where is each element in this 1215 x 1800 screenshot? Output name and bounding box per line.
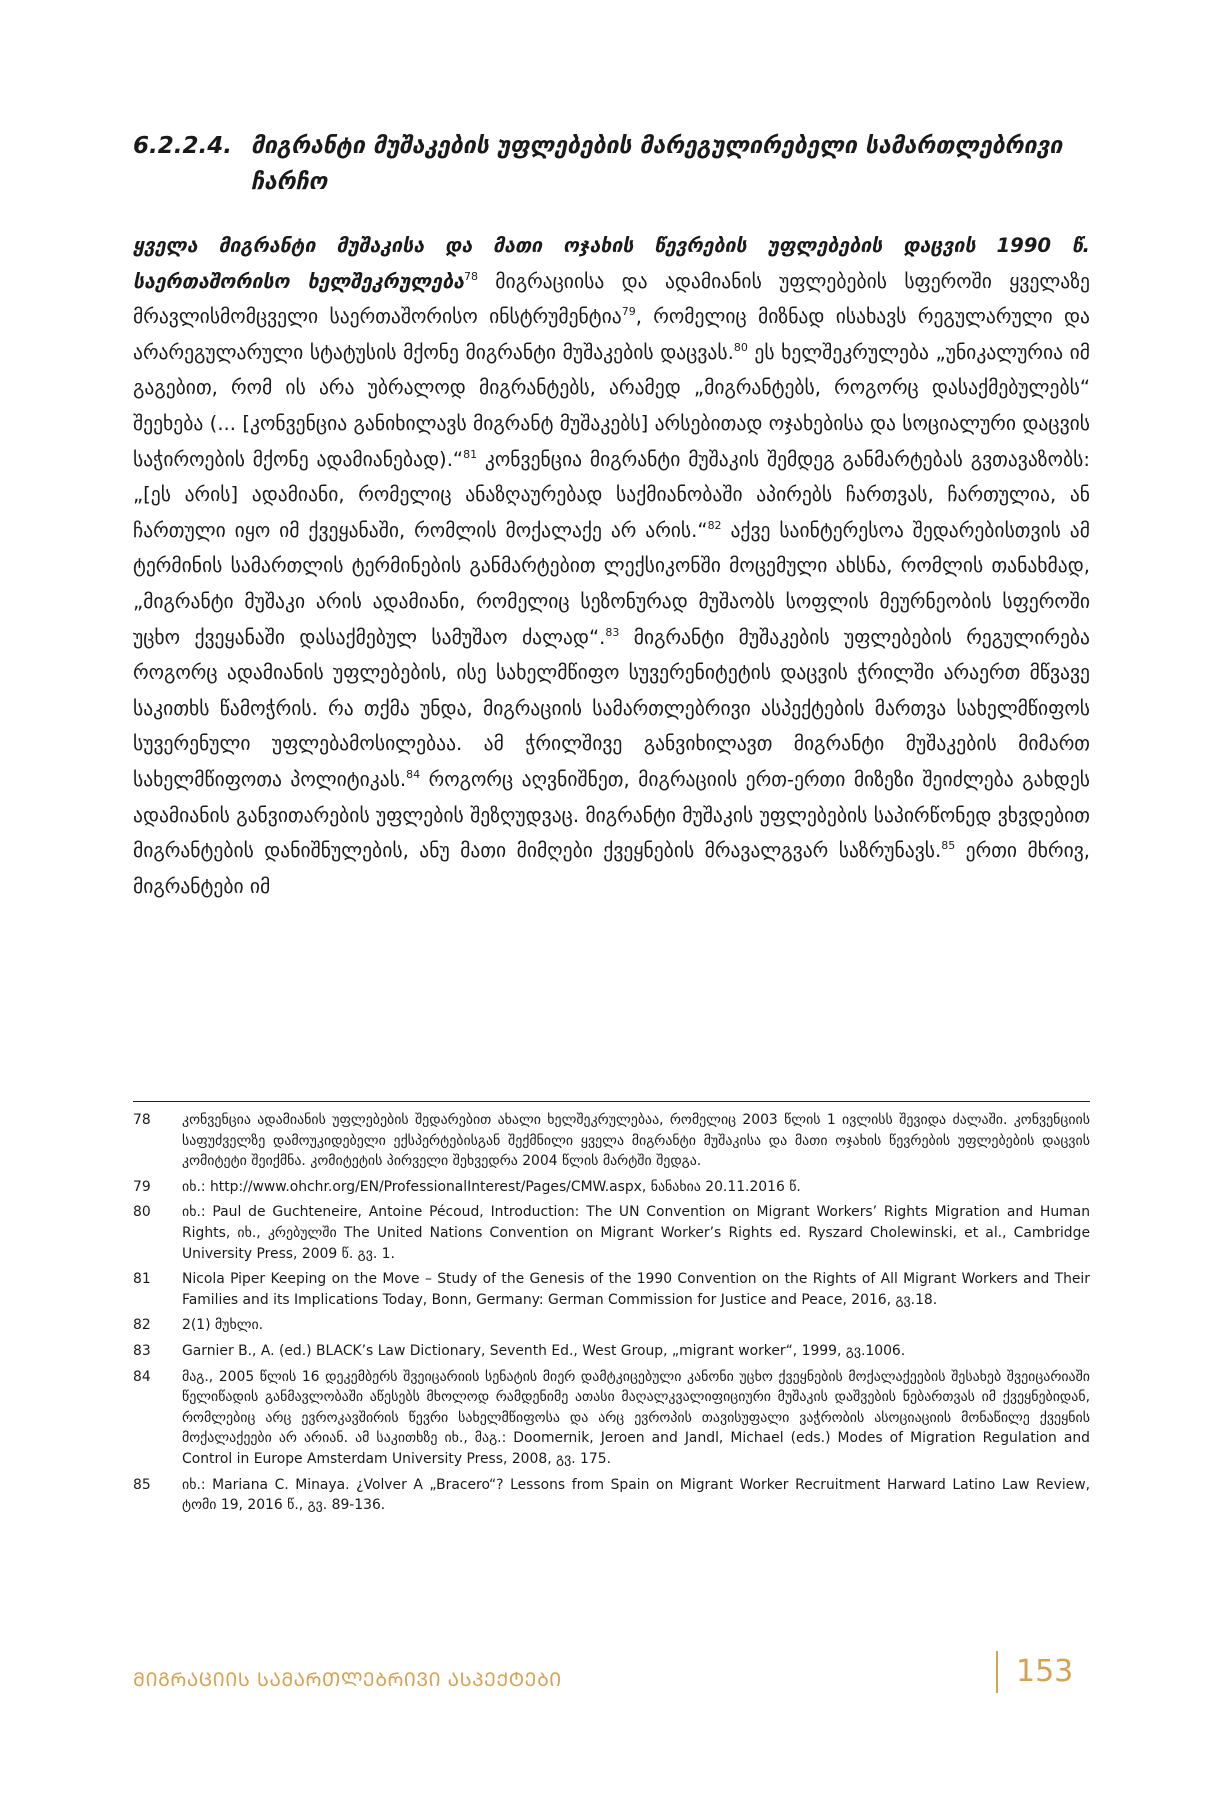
footnote-number: 82 [133, 1317, 151, 1334]
footnote-ref[interactable]: 78 [463, 269, 478, 283]
footnote-text: იხ.: Mariana C. Minaya. ¿Volver A „Bracero“? Lessons from Spain on Migrant Worker Recruitment Harward Latino Law Review, ტომი 19, 2016 წ., გვ. 89-136. [182, 1476, 1090, 1514]
footnotes [133, 1110, 1090, 1521]
footnote-number: 80 [133, 1204, 151, 1221]
footnote-divider [133, 1101, 1090, 1102]
footnote [133, 1202, 1090, 1264]
footnote [133, 1110, 1090, 1172]
footnote-number: 81 [133, 1271, 151, 1288]
section-heading [133, 128, 1093, 200]
footnote-ref[interactable]: 83 [605, 625, 620, 639]
body-text-segment: აქვე საინტერესოა შედარებისთვის ამ ტერმინის სამართლის ტერმინების განმარტებით ლექსიკონში მოცემული ახსნა, რომლის თანახმად, „მიგრანტი მუშაკი არის ადამიანი, რომელიც სეზონურად მუშაობს სოფლის მეურნეობის სფეროში უცხო ქვეყანაში დასაქმებულ სამუშაო ძალად“. [133, 518, 1090, 649]
footnote [133, 1475, 1090, 1516]
body-text-segment: მიგრანტი მუშაკების უფლებების რეგულირება როგორც ადამიანის უფლებების, ისე სახელმწიფო სუვერენიტეტის დაცვის ჭრილში არაერთ მწვავე საკითხს წამოჭრის. რა თქმა უნდა, მიგრაციის სამართლებრივი ასპექტების მართვა სახელმწიფოს სუვერენული უფლებამოსილებაა. ამ ჭრილშივე განვიხილავთ მიგრანტი მუშაკების მიმართ სახელმწიფოთა პოლიტიკას. [133, 625, 1090, 791]
footnote-ref[interactable]: 84 [406, 767, 421, 781]
footnote-number: 83 [133, 1342, 151, 1359]
footnote-ref[interactable]: 79 [621, 305, 636, 319]
footnote-number: 85 [133, 1476, 151, 1493]
footnote-number: 84 [133, 1368, 151, 1385]
footnote-text: მაგ., 2005 წლის 16 დეკემბერს შვეიცარიის სენატის მიერ დამტკიცებული კანონი უცხო ქვეყნების მოქალაქეების შესახებ შვეიცარიაში წელიწადის განმავლობაში აწესებს მხოლოდ რამდენიმე ათასი მაღალკვალიფიციური მუშაკის დაშვების ნებართვას იმ ქვეყნებიდან, რომლებიც არც ევროკავშირის წევრი სახელმწიფოსა და არც ევროპის თავისუფალი ვაჭრობის ასოციაციის მონაწილე ქვეყნის მოქალაქეები არ არიან. ამ საკითხზე იხ., მაგ.: Doomernik, Jeroen and Jandl, Michael (eds.) Modes of Migration Regulation and Control in Europe Amsterdam University Press, 2008, გვ. 175. [182, 1368, 1090, 1467]
section-title: მიგრანტი მუშაკების უფლებების მარეგულირებელი სამართლებრივი ჩარჩო [251, 133, 1063, 195]
page-number: 153 [1016, 1654, 1074, 1689]
section-number: 6.2.2.4. [133, 133, 232, 159]
footnote-text: იხ.: Paul de Guchteneire, Antoine Pécoud, Introduction: The UN Convention on Migrant Workers’ Rights Migration and Human Rights, იხ., კრებულში The United Nations Convention on Migrant Worker’s Rights ed. Ryszard Cholewinski, et al., Cambridge University Press, 2009 წ. გვ. 1. [182, 1204, 1090, 1262]
body-text-segment: , რომელიც მიზნად ისახავს რეგულარული და არარეგულარული სტატუსის მქონე მიგრანტი მუშაკების დაცვას. [133, 305, 1091, 364]
footnote-text: კონვენცია ადამიანის უფლებების შედარებით ახალი ხელშეკრულებაა, რომელიც 2003 წლის 1 ივლისს შევიდა ძალაში. კონვენციის საფუძველზე დამოუკიდებელი ექსპერტებისგან შექმნილი ყველა მიგრანტი მუშაკისა და მათი ოჯახის წევრების უფლებების დაცვის კომიტეტი შეიქმნა. კომიტეტის პირველი შეხვედრა 2004 წლის მარტში შედგა. [182, 1112, 1090, 1170]
body-text-segment: კონვენცია მიგრანტი მუშაკის შემდეგ განმარტებას გვთავაზობს: „[ეს არის] ადამიანი, რომელიც ანაზღაურებად საქმიანობაში აპირებს ჩართვას, ჩართულია, ან ჩართული იყო იმ ქვეყანაში, რომლის მოქალაქე არ არის.“ [133, 447, 1090, 542]
footnote-number: 78 [133, 1112, 151, 1128]
body-text-segment: მიგრაციისა და ადამიანის უფლებების სფეროში ყველაზე მრავლისმომცველი საერთაშორისო ინსტრუმენტია [133, 269, 1090, 329]
footnote-text: იხ.: http://www.ohchr.org/EN/ProfessionalInterest/Pages/CMW.aspx, ნანახია 20.11.2016 წ. [182, 1178, 801, 1195]
footnote [133, 1177, 1090, 1198]
body-text-segment: ეს ხელშეკრულება „უნიკალურია იმ გაგებით, რომ ის არა უბრალოდ მიგრანტებს, არამედ „მიგრანტებს, როგორც დასაქმებულებს“ შეეხება (... [კონვენცია განიხილავს მიგრანტ მუშაკებს] არსებითად ოჯახებისა და სოციალური დაცვის საჭიროების მქონე ადამიანებად).“ [133, 340, 1090, 471]
footnote-ref[interactable]: 85 [941, 839, 956, 853]
footnote-number: 79 [133, 1178, 151, 1195]
lead-phrase: ყველა მიგრანტი მუშაკისა და მათი ოჯახის წევრების უფლებების დაცვის 1990 წ. საერთაშორისო ხელშეკრულება [133, 234, 1090, 293]
footnote [133, 1269, 1090, 1310]
footnote-text: 2(1) მუხლი. [182, 1317, 264, 1334]
body-text-segment: ერთი მხრივ, მიგრანტები იმ [133, 839, 1090, 898]
page-number-divider [996, 1651, 998, 1693]
footnote-ref[interactable]: 80 [733, 340, 748, 354]
body-paragraph [133, 228, 1090, 904]
footnote [133, 1341, 1090, 1362]
footnote-text: Nicola Piper Keeping on the Move – Study of the Genesis of the 1990 Convention on the Rights of All Migrant Workers and Their Families and its Implications Today, Bonn, Germany: German Commission for Justice and Peace, 2016, გვ.18. [182, 1271, 1090, 1308]
running-head: ᲛᲘᲒᲠᲐᲪᲘᲘᲡ ᲡᲐᲛᲐᲠᲗᲚᲔᲑᲠᲘᲕᲘ ᲐᲡᲞᲔᲥᲢᲔᲑᲘ [133, 1669, 562, 1691]
footnote-ref[interactable]: 82 [707, 518, 722, 532]
footnote [133, 1315, 1090, 1336]
footnote-ref[interactable]: 81 [463, 447, 478, 461]
footnote [133, 1367, 1090, 1470]
footnote-text: Garnier B., A. (ed.) BLACK’s Law Dictionary, Seventh Ed., West Group, „migrant worker“, 1999, გვ.1006. [182, 1342, 906, 1359]
body-text-segment: როგორც აღვნიშნეთ, მიგრაციის ერთ-ერთი მიზეზი შეიძლება გახდეს ადამიანის განვითარების უფლების შეზღუდვაც. მიგრანტი მუშაკის უფლებების საპირწონედ ვხვდებით მიგრანტების დანიშნულების, ანუ მათი მიმღები ქვეყნების მრავალგვარ საზრუნავს. [133, 767, 1090, 863]
